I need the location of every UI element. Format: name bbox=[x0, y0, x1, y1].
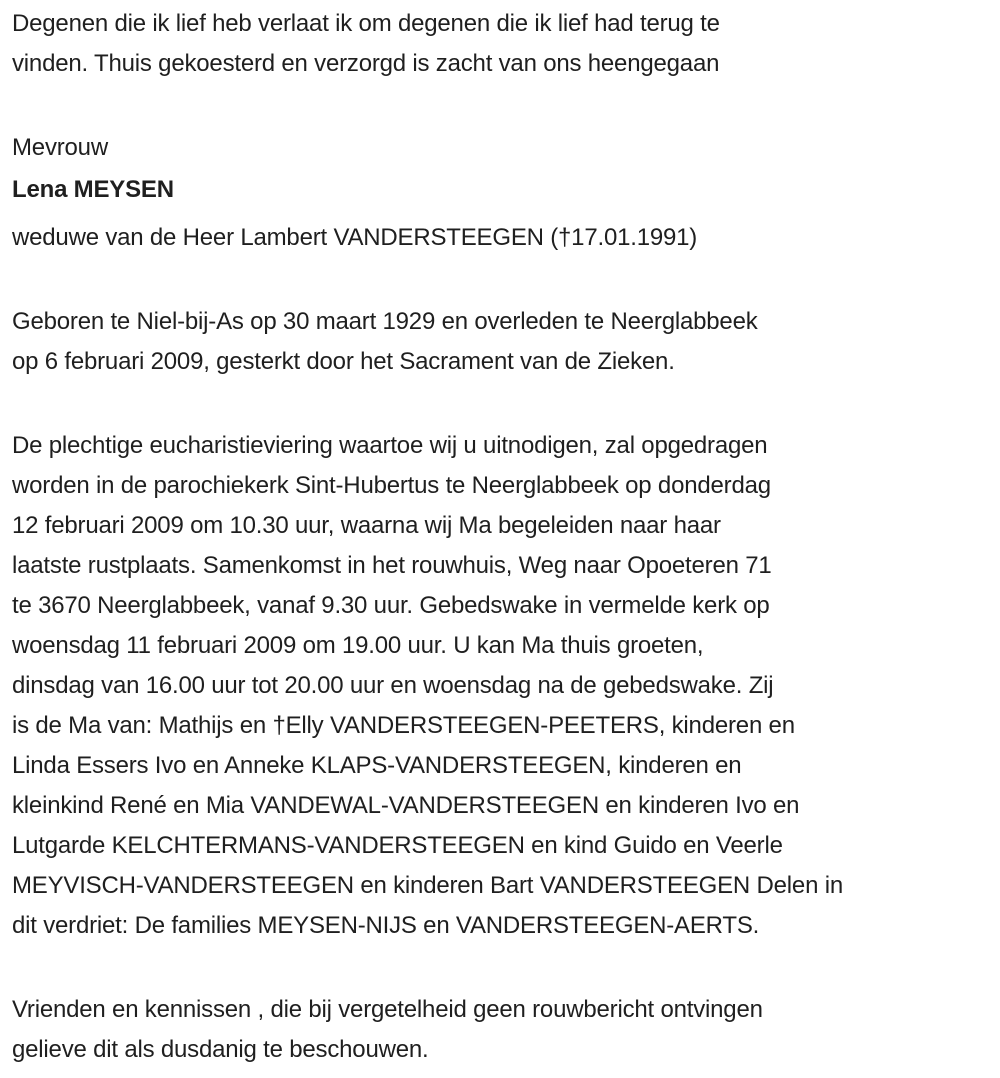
deceased-name-line: Lena MEYSEN bbox=[12, 176, 174, 203]
service-paragraph bbox=[12, 426, 988, 946]
salutation bbox=[12, 128, 988, 168]
service-line: Lutgarde KELCHTERMANS-VANDERSTEEGEN en kind Guido en Veerle bbox=[12, 832, 783, 859]
service-line: dinsdag van 16.00 uur tot 20.00 uur en woensdag na de gebedswake. Zij bbox=[12, 672, 774, 699]
obituary-notice bbox=[12, 4, 988, 1070]
birth-death-paragraph bbox=[12, 302, 988, 382]
service-line: dit verdriet: De families MEYSEN-NIJS en VANDERSTEEGEN-AERTS. bbox=[12, 912, 760, 939]
service-line: Linda Essers Ivo en Anneke KLAPS-VANDERSTEEGEN, kinderen en bbox=[12, 752, 742, 779]
service-line: 12 februari 2009 om 10.30 uur, waarna wij Ma begeleiden naar haar bbox=[12, 512, 721, 539]
service-line: woensdag 11 februari 2009 om 19.00 uur. U kan Ma thuis groeten, bbox=[12, 632, 704, 659]
service-line: MEYVISCH-VANDERSTEEGEN en kinderen Bart VANDERSTEEGEN Delen in bbox=[12, 872, 843, 899]
epigraph-line: vinden. Thuis gekoesterd en verzorgd is zacht van ons heengegaan bbox=[12, 50, 720, 77]
widow-line: weduwe van de Heer Lambert VANDERSTEEGEN (†17.01.1991) bbox=[12, 224, 698, 251]
salutation-line: Mevrouw bbox=[12, 134, 108, 161]
closing-line: gelieve dit als dusdanig te beschouwen. bbox=[12, 1036, 429, 1063]
service-line: worden in de parochiekerk Sint-Hubertus te Neerglabbeek op donderdag bbox=[12, 472, 771, 499]
service-line: laatste rustplaats. Samenkomst in het rouwhuis, Weg naar Opoeteren 71 bbox=[12, 552, 772, 579]
birth-death-line: Geboren te Niel-bij-As op 30 maart 1929 en overleden te Neerglabbeek bbox=[12, 308, 758, 335]
service-line: te 3670 Neerglabbeek, vanaf 9.30 uur. Gebedswake in vermelde kerk op bbox=[12, 592, 770, 619]
closing-line: Vrienden en kennissen , die bij vergetelheid geen rouwbericht ontvingen bbox=[12, 996, 763, 1023]
birth-death-line: op 6 februari 2009, gesterkt door het Sacrament van de Zieken. bbox=[12, 348, 675, 375]
widow-line-paragraph bbox=[12, 218, 988, 258]
epigraph-paragraph bbox=[12, 4, 988, 84]
epigraph-line: Degenen die ik lief heb verlaat ik om degenen die ik lief had terug te bbox=[12, 10, 720, 37]
service-line: is de Ma van: Mathijs en †Elly VANDERSTEEGEN-PEETERS, kinderen en bbox=[12, 712, 795, 739]
closing-paragraph bbox=[12, 990, 988, 1070]
service-line: De plechtige eucharistieviering waartoe wij u uitnodigen, zal opgedragen bbox=[12, 432, 768, 459]
service-line: kleinkind René en Mia VANDEWAL-VANDERSTEEGEN en kinderen Ivo en bbox=[12, 792, 800, 819]
deceased-name bbox=[12, 170, 988, 210]
